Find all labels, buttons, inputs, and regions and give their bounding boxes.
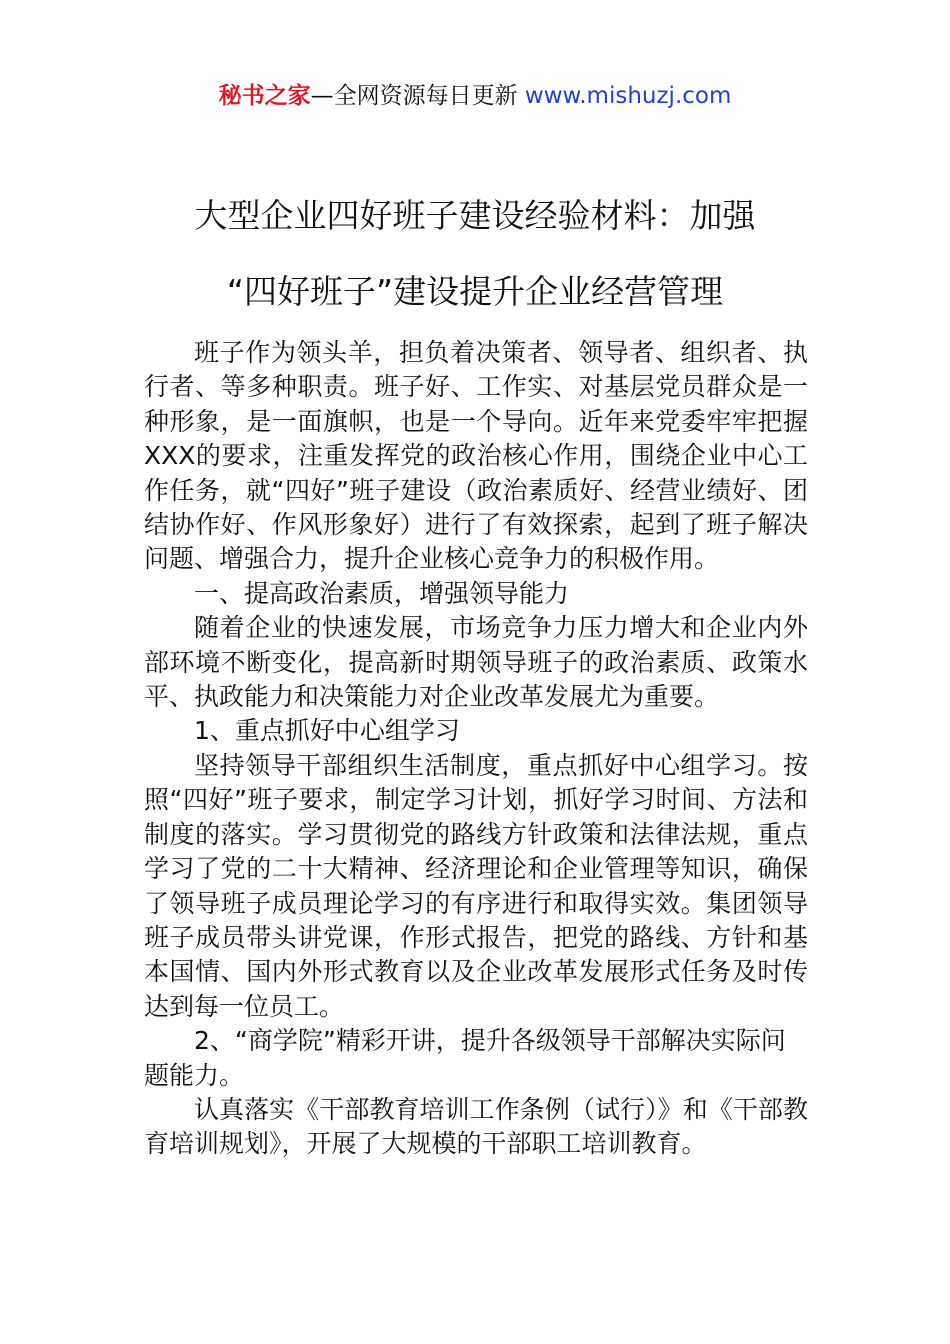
site-header bbox=[0, 80, 950, 112]
title-line-2: “四好班子”建设提升企业经营管理 bbox=[226, 272, 724, 311]
section-heading-1: 一、提高政治素质，增强领导能力 bbox=[194, 578, 570, 608]
subsection-heading-2: 2、“商学院”精彩开讲，提升各级领导干部解决实际问题能力。 bbox=[144, 1026, 786, 1090]
document-body bbox=[144, 336, 808, 1162]
paragraph-intro: 班子作为领头羊，担负着决策者、领导者、组织者、执行者、等多种职责。班子好、工作实、对基层党员群众是一种形象，是一面旗帜，也是一个导向。近年来党委牢牢把握XXX的要求，注重发挥党的政治核心作用，围绕企业中心工作任务，就“四好”班子建设（政治素质好、经营业绩好、团结协作好、作风形象好）进行了有效探索，起到了班子解决问题、增强合力，提升企业核心竞争力的积极作用。 bbox=[144, 338, 808, 574]
site-url[interactable]: www.mishuzj.com bbox=[524, 83, 732, 109]
site-brand: 秘书之家 bbox=[218, 83, 311, 109]
site-tagline: —全网资源每日更新 bbox=[310, 83, 525, 109]
title-line-1: 大型企业四好班子建设经验材料：加强 bbox=[194, 196, 756, 235]
paragraph-subsection-1: 坚持领导干部组织生活制度，重点抓好中心组学习。按照“四好”班子要求，制定学习计划，抓好学习时间、方法和制度的落实。学习贯彻党的路线方针政策和法律法规，重点学习了党的二十大精神、经济理论和企业管理等知识，确保了领导班子成员理论学习的有序进行和取得实效。集团领导班子成员带头讲党课，作形式报告，把党的路线、方针和基本国情、国内外形式教育以及企业改革发展形式任务及时传达到每一位员工。 bbox=[144, 750, 808, 1021]
document-title bbox=[60, 178, 890, 330]
paragraph-subsection-2: 认真落实《干部教育培训工作条例（试行）》和《干部教育培训规划》，开展了大规模的干部职工培训教育。 bbox=[144, 1094, 808, 1159]
subsection-heading-1: 1、重点抓好中心组学习 bbox=[194, 716, 460, 746]
paragraph-section-1: 随着企业的快速发展，市场竞争力压力增大和企业内外部环境不断变化，提高新时期领导班子的政治素质、政策水平、执政能力和决策能力对企业改革发展尤为重要。 bbox=[144, 613, 808, 712]
